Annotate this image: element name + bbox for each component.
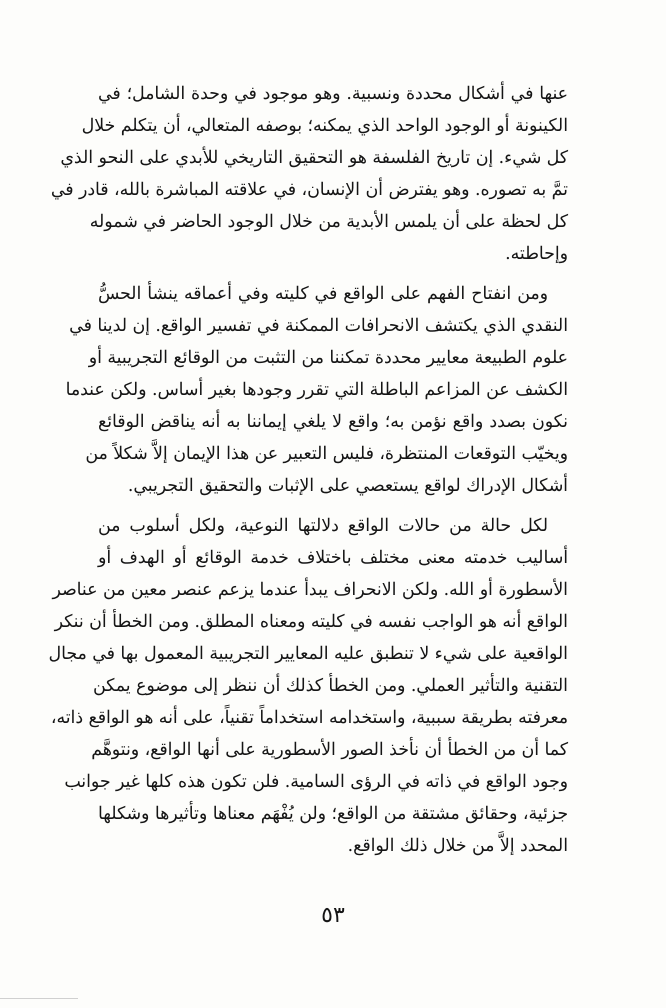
text-line: التقنية والتأثير العملي. ومن الخطأ كذلك أن ننظر إلى موضوع يمكن	[93, 676, 568, 696]
text-line: عنها في أشكال محددة ونسبية. وهو موجود في وحدة الشامل؛ في	[98, 84, 568, 104]
text-line: النقدي الذي يكتشف الانحرافات الممكنة في تفسير الواقع. إن لدينا في	[69, 316, 568, 336]
text-line: كل لحظة على أن يلمس الأبدية من خلال الوجود الحاضر في شموله	[89, 212, 568, 232]
paragraph-1	[50, 78, 568, 270]
text-line: أساليب خدمته معنى مختلف باختلاف خدمة الوقائع أو الهدف أو	[98, 548, 568, 568]
text-line: وإحاطته.	[505, 244, 568, 264]
text-line: علوم الطبيعة معايير محددة تمكننا من التثبت من الوقائع التجريبية أو	[88, 348, 568, 368]
text-line: الواقع أنه هو الواجب نفسه في كليته ومعناه المطلق. ومن الخطأ أن ننكر	[54, 612, 568, 632]
body-text	[48, 78, 568, 870]
text-line: معرفته بطريقة سببية، واستخدامه استخداماً تقنياً، على أنه هو الواقع ذاته،	[50, 708, 568, 728]
text-line: تمَّ به تصوره. وهو يفترض أن الإنسان، في علاقته المباشرة بالله، قادر في	[50, 180, 568, 200]
text-line: المحدد إلاَّ من خلال ذلك الواقع.	[347, 836, 568, 856]
text-line: الأسطورة أو الله. ولكن الانحراف يبدأ عندما يزعم عنصر معين من عناصر	[52, 580, 568, 600]
text-line: لكل حالة من حالات الواقع دلالتها النوعية، ولكل أسلوب من	[98, 516, 548, 536]
text-line: جزئية، وحقائق مشتقة من الواقع؛ ولن يُفْهَم معناها وتأثيرها وشكلها	[98, 804, 568, 824]
text-line: ويخيّب التوقعات المنتظرة، فليس التعبير عن هذا الإيمان إلاَّ شكلاً من	[85, 444, 568, 464]
text-line: كما أن من الخطأ أن نأخذ الصور الأسطورية على أنها الواقع، ونتوهَّم	[91, 740, 568, 760]
page-number: ٥٣	[321, 903, 345, 928]
paragraph-3	[48, 510, 568, 862]
text-line: الكشف عن المزاعم الباطلة التي تقرر وجودها بغير أساس. ولكن عندما	[65, 380, 568, 400]
text-line: وجود الواقع في ذاته في الرؤى السامية. فلن تكون هذه كلها غير جوانب	[64, 772, 568, 792]
text-line: الكينونة أو الوجود الواحد الذي يمكنه؛ بوصفه المتعالي، أن يتكلم خلال	[81, 116, 568, 136]
page-edge-divider	[0, 998, 78, 999]
paragraph-2	[65, 278, 568, 502]
text-line: كل شيء. إن تاريخ الفلسفة هو التحقيق التاريخي للأبدي على النحو الذي	[60, 148, 568, 168]
text-line: نكون بصدد واقع نؤمن به؛ واقع لا يلغي إيماننا به أنه يناقض الوقائع	[98, 412, 568, 432]
text-line: ومن انفتاح الفهم على الواقع في كليته وفي أعماقه ينشأ الحسُّ	[98, 284, 548, 304]
text-line: الواقعية على شيء لا تنطبق عليه المعايير التجريبية المعمول بها في مجال	[48, 644, 568, 664]
text-line: أشكال الإدراك لواقع يستعصي على الإثبات والتحقيق التجريبي.	[127, 476, 568, 496]
